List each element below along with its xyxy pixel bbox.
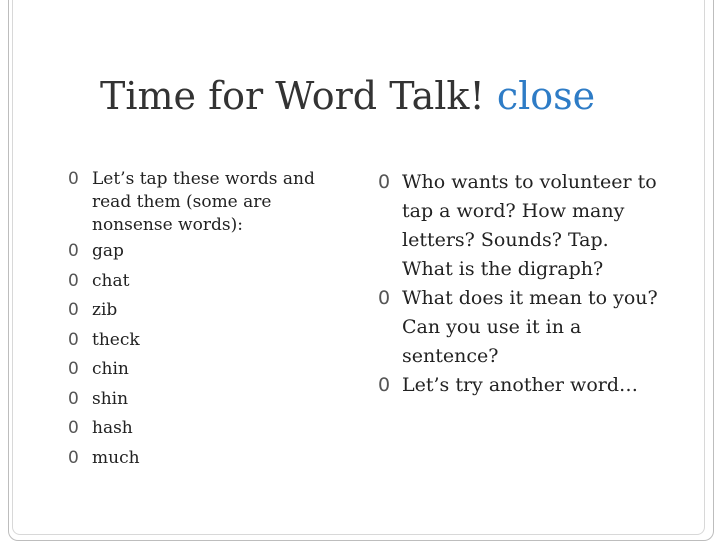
list-item bbox=[68, 417, 348, 440]
list-item bbox=[68, 388, 348, 411]
bullet-icon: 0 bbox=[68, 241, 79, 261]
list-item-text: shin bbox=[92, 388, 129, 409]
list-item bbox=[68, 168, 348, 237]
list-item bbox=[378, 284, 663, 371]
list-item-text: zib bbox=[92, 300, 118, 320]
bullet-icon: 0 bbox=[68, 447, 79, 468]
bullet-icon: 0 bbox=[68, 169, 79, 189]
left-bullet-list bbox=[68, 168, 348, 476]
list-item bbox=[68, 270, 348, 293]
right-bullet-list bbox=[378, 168, 663, 400]
list-item bbox=[68, 240, 348, 263]
title-text: Time for Word Talk! bbox=[100, 74, 485, 118]
bullet-icon: 0 bbox=[378, 374, 391, 396]
list-item bbox=[378, 168, 663, 284]
bullet-icon: 0 bbox=[378, 171, 391, 193]
list-item bbox=[68, 447, 348, 470]
list-item-text: chat bbox=[92, 270, 130, 291]
bullet-icon: 0 bbox=[68, 418, 79, 438]
bullet-icon: 0 bbox=[378, 287, 391, 309]
title-accent-word: close bbox=[496, 74, 596, 118]
bullet-icon: 0 bbox=[68, 388, 79, 409]
bullet-icon: 0 bbox=[68, 270, 79, 291]
list-item bbox=[68, 358, 348, 381]
list-item-text: Who wants to volunteer to tap a word? How many letters? Sounds? Tap. What is the digraph? bbox=[402, 171, 657, 280]
slide-title bbox=[100, 72, 595, 120]
list-item-text: theck bbox=[92, 329, 140, 350]
list-item-text: much bbox=[92, 447, 140, 468]
list-item bbox=[378, 371, 663, 400]
list-item-text: Let’s tap these words and read them (some are nonsense words): bbox=[92, 169, 315, 235]
list-item-text: Let’s try another word… bbox=[402, 374, 639, 396]
list-item-text: hash bbox=[92, 418, 133, 438]
bullet-icon: 0 bbox=[68, 300, 79, 320]
list-item-text: chin bbox=[92, 359, 129, 379]
bullet-icon: 0 bbox=[68, 359, 79, 379]
list-item-text: What does it mean to you? Can you use it in a sentence? bbox=[402, 287, 658, 367]
list-item bbox=[68, 329, 348, 352]
list-item bbox=[68, 299, 348, 322]
bullet-icon: 0 bbox=[68, 329, 79, 350]
list-item-text: gap bbox=[92, 241, 124, 261]
